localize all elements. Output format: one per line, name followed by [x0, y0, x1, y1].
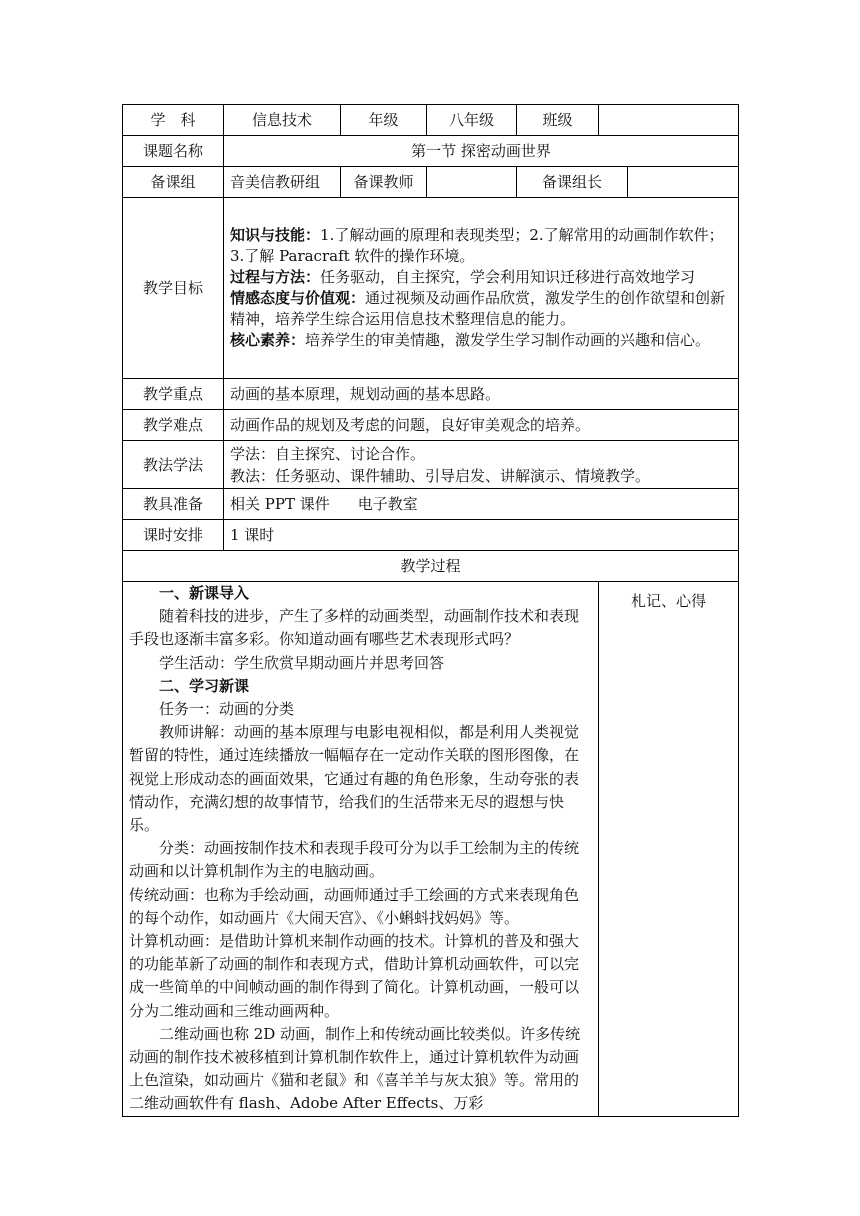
goals-content: [224, 198, 739, 379]
task1-title: 任务一：动画的分类: [159, 700, 295, 719]
goal-knowledge: [230, 225, 732, 267]
goal-core-title: 核心素养：: [230, 331, 306, 349]
row-topic: [123, 136, 739, 167]
row-methods: [123, 441, 739, 489]
row-goals: [123, 198, 739, 379]
row-key-points: [123, 379, 739, 410]
methods-label: 教法学法: [123, 441, 224, 489]
paragraph-7: 二维动画也称 2D 动画，制作上和传统动画比较类似。许多传统动画的制作技术被移植到计算机制作软件上，通过计算机软件为动画上色渲染，如动画片《猫和老鼠》和《喜羊羊与灰太狼》等。常用的二维动画软件有 flash、Adobe After Effects、万彩: [129, 1024, 581, 1113]
goal-core-text: 培养学生的审美情趣，激发学生学习制作动画的兴趣和信心。: [305, 331, 711, 349]
teacher-value: [427, 167, 517, 198]
goal-process-text: 任务驱动，自主探究，学会利用知识迁移进行高效地学习: [320, 268, 696, 286]
row-group: [123, 167, 739, 198]
goal-core: [230, 330, 732, 351]
row-tools: [123, 489, 739, 520]
methods-teaching: 教法：任务驱动、课件辅助、引导启发、讲解演示、情境教学。: [230, 466, 651, 485]
section2-title: 二、学习新课: [159, 676, 250, 695]
row-difficulties: [123, 410, 739, 441]
paragraph-6: 计算机动画：是借助计算机来制作动画的技术。计算机的普及和强大的功能革新了动画的制作和表现方式，借助计算机动画软件，可以完成一些简单的中间帧动画的制作得到了简化。计算机动画，一般可以分为二维动画和三维动画两种。: [129, 932, 580, 1020]
topic-value: 第一节 探密动画世界: [224, 136, 739, 167]
topic-label: 课题名称: [123, 136, 224, 167]
tools-value-1: 相关 PPT 课件: [230, 495, 330, 513]
subject-value: 信息技术: [224, 105, 341, 136]
grade-label: 年级: [341, 105, 427, 136]
group-value: 音美信教研组: [224, 167, 341, 198]
methods-learning: 学法：自主探究、讨论合作。: [230, 444, 426, 463]
row-schedule: [123, 520, 739, 551]
goal-emotion-title: 情感态度与价值观：: [230, 289, 366, 307]
section1-title: 一、新课导入: [159, 584, 250, 602]
subject-label: 学 科: [123, 105, 224, 136]
notes-column: 札记、心得: [599, 582, 739, 1117]
grade-value: 八年级: [427, 105, 517, 136]
schedule-value: 1 课时: [224, 520, 739, 551]
lesson-plan-table: [122, 104, 739, 1117]
tools-label: 教具准备: [123, 489, 224, 520]
schedule-label: 课时安排: [123, 520, 224, 551]
paragraph-4: 分类：动画按制作技术和表现手段可分为以手工绘制为主的传统动画和以计算机制作为主的电脑动画。: [129, 839, 580, 881]
class-label: 班级: [517, 105, 599, 136]
paragraph-2: 学生活动：学生欣赏早期动画片并思考回答: [159, 653, 445, 672]
teacher-label: 备课教师: [341, 167, 427, 198]
process-content: [123, 582, 599, 1117]
paragraph-5: 传统动画：也称为手绘动画，动画师通过手工绘画的方式来表现角色的每个动作，如动画片《大闹天宫》、《小蝌蚪找妈妈》等。: [129, 885, 580, 927]
paragraph-1: 随着科技的进步，产生了多样的动画类型，动画制作技术和表现手段也逐渐丰富多彩。你知道动画有哪些艺术表现形式吗？: [129, 607, 580, 649]
goals-label: 教学目标: [123, 198, 224, 379]
row-subject: [123, 105, 739, 136]
difficulties-label: 教学难点: [123, 410, 224, 441]
goal-knowledge-title: 知识与技能：: [230, 226, 321, 244]
leader-value: [628, 167, 739, 198]
leader-label: 备课组长: [517, 167, 628, 198]
class-value: [599, 105, 739, 136]
tools-value: [224, 489, 739, 520]
row-process-title: [123, 551, 739, 582]
key-points-value: 动画的基本原理，规划动画的基本思路。: [224, 379, 739, 410]
goal-process-title: 过程与方法：: [230, 268, 321, 286]
process-title: 教学过程: [123, 551, 739, 582]
key-points-label: 教学重点: [123, 379, 224, 410]
goal-knowledge-text: 1.了解动画的原理和表现类型；2.了解常用的动画制作软件；3.了解 Paracraft 软件的操作环境。: [230, 226, 724, 265]
difficulties-value: 动画作品的规划及考虑的问题，良好审美观念的培养。: [224, 410, 739, 441]
group-label: 备课组: [123, 167, 224, 198]
goal-emotion-text: 通过视频及动画作品欣赏，激发学生的创作欲望和创新精神，培养学生综合运用信息技术整理信息的能力。: [230, 289, 726, 328]
tools-value-2: 电子教室: [357, 495, 418, 513]
row-process-body: [123, 582, 739, 1117]
goal-emotion: [230, 288, 732, 330]
methods-value: [224, 441, 739, 489]
goal-process: [230, 267, 732, 288]
paragraph-3: 教师讲解：动画的基本原理与电影电视相似，都是利用人类视觉暂留的特性，通过连续播放一幅幅存在一定动作关联的图形图像，在视觉上形成动态的画面效果，它通过有趣的角色形象，生动夸张的表情动作，充满幻想的故事情节，给我们的生活带来无尽的遐想与快乐。: [129, 723, 580, 835]
